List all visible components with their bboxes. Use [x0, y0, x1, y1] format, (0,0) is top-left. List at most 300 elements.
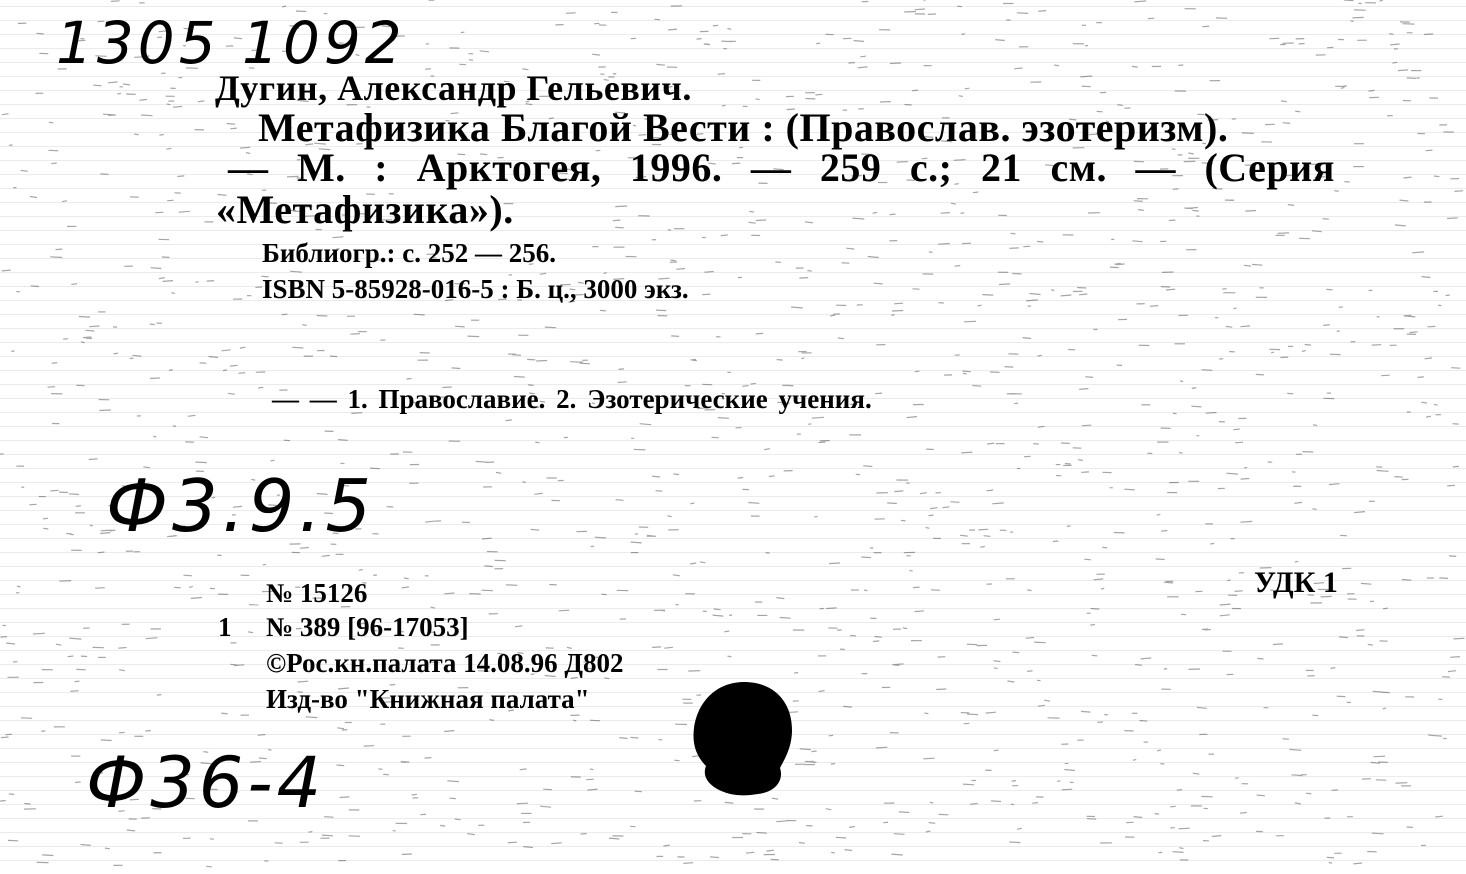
texture-dash — [534, 493, 542, 494]
texture-dash — [420, 814, 426, 815]
texture-dash — [814, 516, 817, 517]
texture-dash — [171, 293, 175, 294]
texture-dash — [1212, 836, 1221, 837]
texture-dash — [330, 356, 337, 357]
texture-dash — [915, 371, 920, 372]
texture-dash — [718, 418, 729, 419]
texture-dash — [90, 525, 93, 526]
texture-dash — [1061, 295, 1072, 296]
texture-dash — [1067, 526, 1071, 527]
texture-dash — [995, 40, 1004, 41]
texture-dash — [860, 56, 866, 57]
texture-dash — [52, 363, 58, 364]
texture-dash — [292, 347, 303, 348]
texture-dash — [1064, 770, 1075, 771]
texture-dash — [673, 575, 680, 576]
texture-dash — [1407, 78, 1416, 79]
texture-dash — [863, 466, 872, 467]
texture-dash — [1098, 722, 1103, 723]
texture-dash — [890, 214, 896, 215]
texture-dash — [1134, 1, 1146, 2]
texture-dash — [780, 618, 791, 619]
texture-dash — [776, 598, 784, 599]
texture-dash — [412, 794, 417, 795]
texture-dash — [508, 842, 517, 843]
texture-dash — [1126, 822, 1133, 823]
bibliography-note: Библиогр.: с. 252 — 256. — [262, 238, 556, 268]
texture-dash — [1084, 559, 1091, 560]
texture-dash — [1394, 477, 1402, 478]
texture-dash — [854, 41, 864, 42]
texture-dash — [595, 537, 606, 538]
texture-dash — [559, 610, 570, 611]
texture-dash — [1227, 580, 1230, 581]
texture-dash — [1132, 66, 1138, 67]
texture-dash — [1081, 711, 1090, 712]
punch-hole-blot — [688, 680, 800, 798]
texture-dash — [1094, 579, 1104, 580]
texture-dash — [535, 442, 539, 443]
texture-dash — [1034, 642, 1046, 643]
texture-dash — [926, 527, 930, 528]
texture-dash — [127, 830, 135, 831]
texture-dash — [1013, 652, 1020, 653]
texture-dash — [794, 673, 798, 674]
texture-dash — [173, 426, 176, 427]
texture-dash — [915, 611, 924, 612]
texture-dash — [616, 500, 624, 501]
texture-dash — [1030, 294, 1041, 295]
texture-dash — [1380, 0, 1383, 1]
copyright-line: ©Рос.кн.палата 14.08.96 Д802 — [266, 648, 624, 678]
texture-dash — [929, 252, 933, 253]
texture-dash — [990, 372, 999, 373]
texture-dash — [951, 502, 960, 503]
texture-dash — [42, 855, 53, 856]
texture-dash — [615, 206, 627, 207]
texture-dash — [1012, 781, 1017, 782]
texture-dash — [3, 625, 6, 626]
texture-dash — [713, 615, 724, 616]
texture-dash — [980, 547, 985, 548]
texture-dash — [1197, 707, 1207, 708]
texture-dash — [133, 355, 142, 356]
texture-dash — [729, 615, 732, 616]
texture-dash — [875, 393, 882, 394]
texture-dash — [618, 382, 627, 383]
texture-dash — [2, 114, 9, 115]
texture-dash — [200, 437, 208, 438]
texture-dash — [1038, 426, 1045, 427]
texture-dash — [1323, 325, 1329, 326]
texture-dash — [656, 64, 665, 65]
texture-dash — [1426, 416, 1431, 417]
texture-dash — [1005, 367, 1014, 368]
texture-dash — [1344, 0, 1354, 1]
texture-dash — [322, 835, 333, 836]
texture-dash — [1155, 814, 1159, 815]
texture-dash — [656, 310, 666, 311]
texture-dash — [964, 723, 970, 724]
texture-dash — [1023, 338, 1032, 339]
texture-dash — [452, 368, 461, 369]
texture-dash — [1111, 239, 1114, 240]
texture-dash — [1038, 11, 1046, 12]
texture-dash — [1339, 637, 1348, 638]
texture-dash — [929, 515, 934, 516]
texture-dash — [2, 270, 11, 271]
texture-dash — [1404, 315, 1412, 316]
texture-dash — [1220, 615, 1230, 616]
texture-dash — [668, 29, 677, 30]
texture-dash — [570, 362, 581, 363]
texture-dash — [915, 9, 925, 10]
texture-dash — [849, 827, 855, 828]
texture-dash — [573, 720, 576, 721]
texture-dash — [690, 503, 694, 504]
texture-dash — [652, 647, 661, 648]
texture-dash — [1007, 681, 1014, 682]
texture-dash — [482, 538, 492, 539]
texture-dash — [1329, 863, 1332, 864]
texture-dash — [978, 305, 982, 306]
texture-dash — [757, 833, 767, 834]
texture-dash — [517, 803, 528, 804]
texture-dash — [955, 266, 961, 267]
texture-dash — [663, 845, 669, 846]
texture-dash — [1011, 804, 1014, 805]
texture-dash — [756, 333, 764, 334]
texture-dash — [1156, 559, 1165, 560]
texture-dash — [480, 51, 489, 52]
texture-dash — [830, 315, 835, 316]
texture-dash — [656, 491, 663, 492]
texture-dash — [1038, 705, 1045, 706]
texture-dash — [139, 99, 147, 100]
texture-dash — [1341, 87, 1345, 88]
texture-dash — [936, 689, 946, 690]
texture-dash — [986, 712, 996, 713]
texture-dash — [819, 442, 826, 443]
texture-dash — [89, 459, 98, 460]
texture-dash — [1241, 479, 1250, 480]
texture-dash — [586, 779, 593, 780]
texture-dash — [159, 135, 163, 136]
texture-dash — [748, 503, 759, 504]
texture-dash — [566, 13, 576, 14]
texture-dash — [831, 764, 835, 765]
texture-dash — [1065, 464, 1071, 465]
texture-dash — [899, 812, 910, 813]
texture-dash — [846, 248, 854, 249]
texture-dash — [875, 637, 882, 638]
texture-dash — [714, 609, 721, 610]
texture-dash — [1299, 44, 1305, 45]
texture-dash — [931, 590, 940, 591]
texture-dash — [258, 387, 263, 388]
handwritten-shelf-mark: Ф3.9.5 — [106, 464, 376, 548]
texture-dash — [676, 269, 685, 270]
texture-dash — [350, 334, 360, 335]
texture-dash — [987, 490, 994, 491]
texture-dash — [1281, 101, 1287, 102]
texture-dash — [1256, 374, 1264, 375]
texture-dash — [600, 310, 606, 311]
texture-dash — [1135, 665, 1142, 666]
texture-dash — [469, 60, 473, 61]
texture-dash — [868, 257, 879, 258]
texture-dash — [807, 271, 812, 272]
texture-dash — [425, 758, 432, 759]
texture-dash — [1037, 241, 1043, 242]
texture-dash — [1450, 657, 1460, 658]
texture-dash — [1400, 200, 1409, 201]
texture-dash — [146, 638, 158, 639]
texture-dash — [1051, 290, 1054, 291]
texture-dash — [81, 845, 91, 846]
texture-dash — [724, 631, 729, 632]
texture-dash — [63, 339, 68, 340]
texture-dash — [683, 863, 693, 864]
texture-dash — [805, 222, 813, 223]
texture-dash — [103, 114, 114, 115]
texture-dash — [188, 415, 196, 416]
texture-dash — [1434, 176, 1439, 177]
texture-dash — [1252, 264, 1262, 265]
texture-dash — [1356, 630, 1364, 631]
texture-dash — [845, 850, 853, 851]
texture-dash — [843, 706, 852, 707]
texture-dash — [652, 476, 660, 477]
texture-dash — [309, 832, 313, 833]
texture-dash — [43, 528, 48, 529]
texture-dash — [50, 257, 62, 258]
texture-dash — [994, 619, 1000, 620]
texture-dash — [99, 410, 111, 411]
texture-dash — [1079, 294, 1087, 295]
texture-dash — [166, 148, 171, 149]
texture-dash — [894, 303, 903, 304]
texture-dash — [1210, 543, 1214, 544]
texture-dash — [967, 714, 978, 715]
texture-dash — [191, 598, 202, 599]
texture-dash — [1449, 556, 1456, 557]
texture-dash — [1447, 218, 1458, 219]
isbn-line: ISBN 5-85928-016-5 : Б. ц., 3000 экз. — [262, 274, 689, 304]
texture-dash — [631, 542, 642, 543]
texture-dash — [894, 834, 905, 835]
texture-dash — [721, 235, 728, 236]
texture-dash — [123, 84, 130, 85]
texture-dash — [1062, 789, 1073, 790]
texture-dash — [447, 781, 459, 782]
texture-dash — [826, 809, 832, 810]
texture-dash — [1164, 669, 1167, 670]
texture-dash — [21, 170, 28, 171]
texture-dash — [536, 361, 547, 362]
texture-dash — [697, 39, 702, 40]
texture-dash — [1026, 300, 1038, 301]
texture-dash — [1044, 700, 1050, 701]
texture-dash — [826, 608, 837, 609]
texture-dash — [883, 822, 888, 823]
record-number-2: № 389 [96-17053] — [266, 612, 469, 642]
texture-dash — [994, 668, 998, 669]
texture-dash — [1235, 442, 1243, 443]
texture-dash — [1240, 326, 1250, 327]
texture-dash — [324, 817, 334, 818]
texture-dash — [1395, 783, 1407, 784]
texture-dash — [970, 804, 978, 805]
texture-dash — [426, 44, 429, 45]
texture-dash — [30, 197, 37, 198]
texture-dash — [1124, 489, 1134, 490]
texture-dash — [1389, 34, 1393, 35]
texture-dash — [1193, 211, 1199, 212]
texture-dash — [1180, 381, 1183, 382]
texture-dash — [111, 1, 120, 2]
texture-dash — [24, 804, 30, 805]
texture-dash — [799, 843, 805, 844]
texture-dash — [89, 326, 99, 327]
texture-dash — [772, 798, 778, 799]
texture-dash — [210, 839, 214, 840]
texture-dash — [1014, 68, 1022, 69]
texture-dash — [0, 801, 6, 802]
texture-dash — [17, 586, 20, 587]
texture-dash — [700, 562, 705, 563]
texture-dash — [523, 847, 533, 848]
udk-code: УДК 1 — [1254, 566, 1338, 599]
texture-dash — [1057, 781, 1060, 782]
texture-dash — [56, 644, 61, 645]
texture-dash — [81, 342, 85, 343]
texture-dash — [1133, 759, 1136, 760]
texture-dash — [522, 482, 525, 483]
texture-dash — [467, 834, 475, 835]
texture-dash — [1177, 790, 1183, 791]
texture-dash — [1038, 355, 1042, 356]
texture-dash — [1289, 749, 1301, 750]
title-line-1: Метафизика Благой Вести : (Православ. эзотеризм). — [258, 105, 1229, 150]
texture-dash — [994, 661, 1001, 662]
texture-dash — [506, 585, 518, 586]
texture-dash — [117, 93, 121, 94]
texture-dash — [965, 88, 970, 89]
texture-dash — [746, 852, 755, 853]
texture-dash — [671, 336, 679, 337]
texture-dash — [1082, 86, 1091, 87]
texture-dash — [1295, 803, 1301, 804]
texture-dash — [1410, 332, 1418, 333]
texture-dash — [43, 518, 48, 519]
texture-dash — [1374, 756, 1386, 757]
texture-dash — [1425, 358, 1432, 359]
texture-dash — [407, 379, 412, 380]
texture-dash — [476, 461, 487, 462]
texture-dash — [873, 212, 878, 213]
texture-dash — [1392, 62, 1397, 63]
texture-dash — [799, 278, 808, 279]
texture-dash — [961, 34, 965, 35]
texture-dash — [1313, 425, 1317, 426]
texture-dash — [1448, 671, 1456, 672]
texture-dash — [812, 417, 824, 418]
texture-dash — [290, 271, 302, 272]
texture-dash — [963, 784, 974, 785]
texture-dash — [515, 626, 522, 627]
texture-dash — [920, 493, 927, 494]
texture-dash — [157, 695, 162, 696]
texture-dash — [151, 268, 162, 269]
texture-dash — [887, 503, 897, 504]
texture-dash — [93, 85, 101, 86]
texture-dash — [134, 134, 139, 135]
texture-dash — [195, 282, 198, 283]
texture-dash — [1354, 512, 1365, 513]
texture-dash — [1353, 863, 1362, 864]
texture-dash — [531, 529, 540, 530]
texture-dash — [484, 566, 492, 567]
texture-dash — [674, 760, 679, 761]
texture-dash — [317, 316, 328, 317]
texture-dash — [891, 854, 902, 855]
texture-dash — [1327, 857, 1334, 858]
texture-dash — [858, 67, 868, 68]
texture-dash — [961, 213, 965, 214]
texture-dash — [664, 647, 673, 648]
texture-dash — [1138, 210, 1144, 211]
texture-dash — [1240, 521, 1252, 522]
texture-dash — [838, 338, 844, 339]
texture-dash — [342, 730, 348, 731]
texture-dash — [36, 33, 43, 34]
texture-dash — [987, 443, 994, 444]
texture-dash — [619, 738, 627, 739]
texture-dash — [340, 797, 350, 798]
texture-dash — [984, 536, 991, 537]
texture-dash — [551, 843, 562, 844]
texture-dash — [776, 821, 788, 822]
texture-dash — [613, 220, 621, 221]
texture-dash — [1032, 803, 1038, 804]
texture-dash — [1426, 150, 1433, 151]
texture-dash — [1339, 307, 1343, 308]
texture-dash — [349, 836, 360, 837]
texture-dash — [712, 437, 719, 438]
subject-headings: — — 1. Православие. 2. Эзотерические учения. — [272, 384, 872, 414]
texture-dash — [836, 837, 846, 838]
texture-dash — [1337, 331, 1340, 332]
texture-dash — [282, 6, 286, 7]
texture-dash — [1447, 485, 1455, 486]
texture-dash — [1294, 502, 1302, 503]
texture-dash — [1161, 531, 1167, 532]
texture-dash — [912, 90, 918, 91]
texture-dash — [431, 607, 435, 608]
texture-dash — [1383, 708, 1386, 709]
texture-dash — [298, 681, 308, 682]
texture-dash — [1193, 773, 1199, 774]
texture-dash — [29, 504, 36, 505]
texture-dash — [1422, 277, 1431, 278]
texture-dash — [903, 628, 907, 629]
texture-dash — [68, 656, 74, 657]
texture-dash — [815, 94, 822, 95]
texture-dash — [1220, 604, 1231, 605]
texture-dash — [1453, 466, 1459, 467]
texture-dash — [1092, 655, 1098, 656]
